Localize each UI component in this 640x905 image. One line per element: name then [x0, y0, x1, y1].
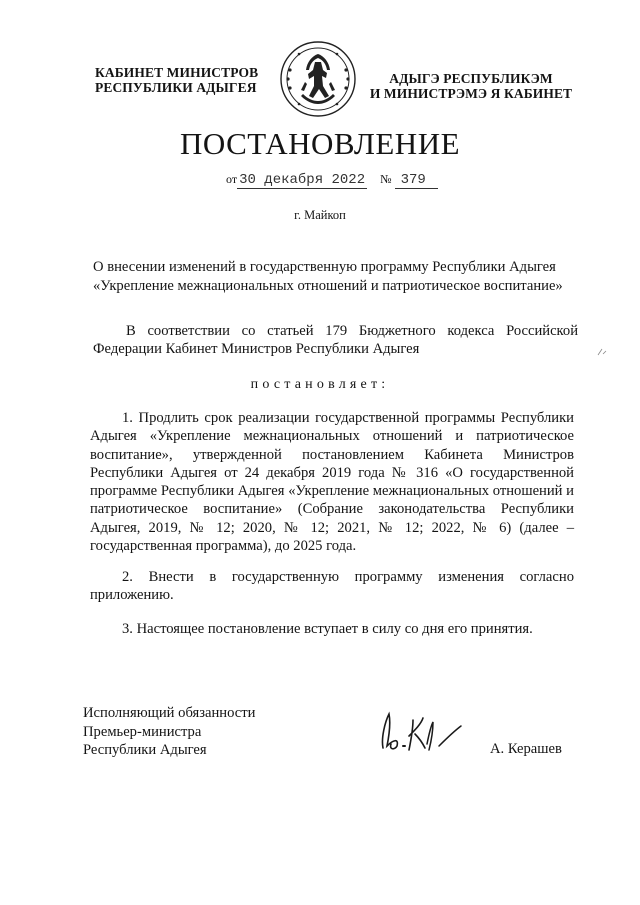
- date-prefix: от: [226, 172, 238, 186]
- item-2: 2. Внести в государственную программу изменения согласно приложению.: [90, 569, 574, 604]
- stray-mark: [596, 347, 608, 357]
- header-right-line-2: И МИНИСТРЭМЭ Я КАБИНЕТ: [369, 86, 573, 101]
- signatory-position-line-3: Республики Адыгея: [83, 742, 207, 758]
- date-line: [226, 172, 438, 188]
- signatory-position: [83, 704, 255, 760]
- document-title: ПОСТАНОВЛЕНИЕ: [179, 126, 461, 161]
- signatory-position-line-2: Премьер-министра: [83, 723, 202, 740]
- intro-paragraph: В соответствии со статьей 179 Бюджетного кодекса Российской Федерации Кабинет Министров Республики Адыгея: [93, 323, 578, 358]
- document-subject: О внесении изменений в государственную программу Республики Адыгея «Укрепление межнациональных отношений и патриотическое воспитание»: [93, 259, 563, 294]
- coat-of-arms-icon: [279, 40, 357, 118]
- header-left-line-2: РЕСПУБЛИКИ АДЫГЕЯ: [95, 80, 257, 95]
- handwritten-signature: [375, 700, 467, 760]
- document-date: 30 декабря 2022: [239, 172, 366, 188]
- header-right-line-1: АДЫГЭ РЕСПУБЛИКЭМ: [389, 71, 553, 86]
- decree-word: постановляет:: [250, 377, 390, 392]
- document-number: 379: [395, 172, 438, 189]
- signatory-position-line-1: Исполняющий обязанности: [83, 705, 256, 721]
- item-1: 1. Продлить срок реализации государственной программы Республики Адыгея «Укрепление межнациональных отношений и патриотическое воспитание», утвержденной постановлением Кабинета Министров Республики Адыгея от 24 декабря 2019 года № 316 «О государственной программе Республики Адыгея «Укрепление межнациональных отношений и патриотическое воспитание» (Собрание законодательства Республики Адыгея, 2019, № 12; 2020, № 12; 2021, № 12; 2022, № 6) (далее – государственная программа), до 2025 года.: [90, 410, 574, 555]
- city: г. Майкоп: [294, 208, 346, 222]
- signatory-name: А. Керашев: [490, 741, 562, 757]
- header-left-line-1: КАБИНЕТ МИНИСТРОВ: [95, 65, 259, 80]
- header-right: [366, 71, 576, 101]
- header-left: [95, 65, 258, 95]
- number-sign: №: [380, 172, 392, 186]
- item-3: 3. Настоящее постановление вступает в силу со дня его принятия.: [122, 621, 533, 637]
